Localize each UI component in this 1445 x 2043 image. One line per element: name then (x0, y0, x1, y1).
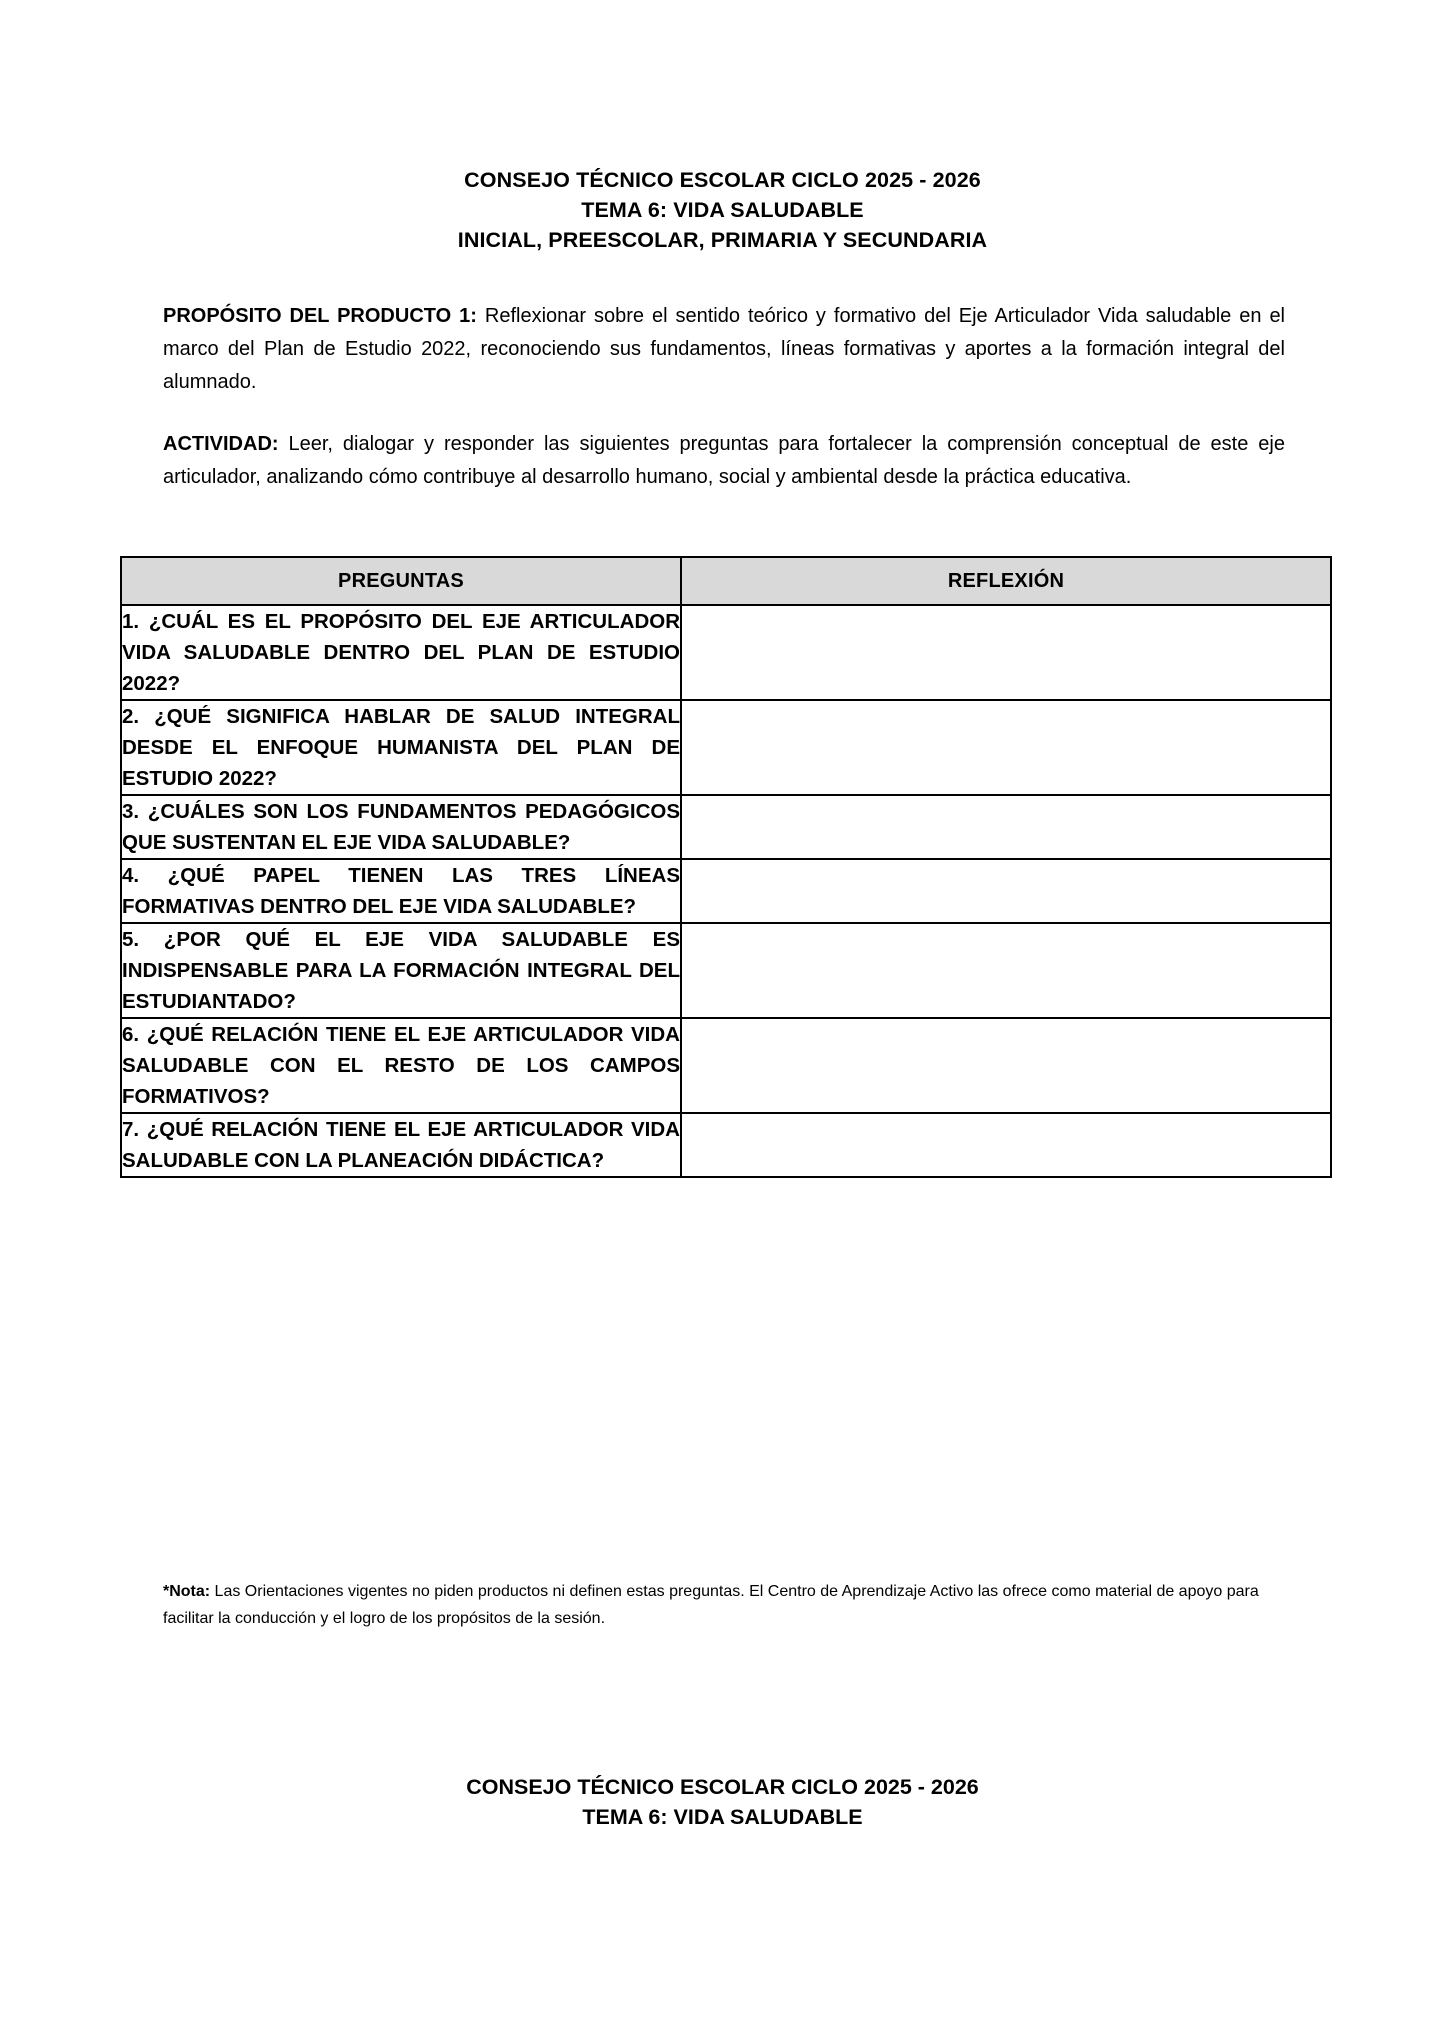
proposito-label: PROPÓSITO DEL PRODUCTO 1: (163, 305, 477, 327)
table-header-row (121, 557, 1331, 605)
table-row (121, 1018, 1331, 1113)
reflection-cell[interactable] (681, 1018, 1331, 1113)
header-line-niveles: INICIAL, PREESCOLAR, PRIMARIA Y SECUNDARIA (457, 228, 988, 252)
questions-table-wrapper (120, 556, 1330, 1178)
table-head (121, 557, 1331, 605)
footer-line-ciclo: CONSEJO TÉCNICO ESCOLAR CICLO 2025 - 2026 (466, 1775, 979, 1799)
proposito-paragraph (163, 300, 1285, 399)
question-cell: 2. ¿QUÉ SIGNIFICA HABLAR DE SALUD INTEGRAL DESDE EL ENFOQUE HUMANISTA DEL PLAN DE ESTUDIO 2022? (121, 700, 681, 795)
footnote (163, 1578, 1288, 1632)
question-cell: 5. ¿POR QUÉ EL EJE VIDA SALUDABLE ES INDISPENSABLE PARA LA FORMACIÓN INTEGRAL DEL ESTUDIANTADO? (121, 923, 681, 1018)
column-header-preguntas: PREGUNTAS (121, 557, 681, 605)
actividad-label: ACTIVIDAD: (163, 433, 279, 455)
reflection-cell[interactable] (681, 1113, 1331, 1177)
document-header (0, 165, 1445, 255)
table-row (121, 700, 1331, 795)
question-cell: 4. ¿QUÉ PAPEL TIENEN LAS TRES LÍNEAS FORMATIVAS DENTRO DEL EJE VIDA SALUDABLE? (121, 859, 681, 923)
header-line-ciclo: CONSEJO TÉCNICO ESCOLAR CICLO 2025 - 2026 (464, 168, 981, 192)
table-row (121, 923, 1331, 1018)
reflection-cell[interactable] (681, 605, 1331, 700)
table-body (121, 605, 1331, 1177)
document-footer (0, 1772, 1445, 1832)
questions-table (120, 556, 1332, 1178)
column-header-reflexion: REFLEXIÓN (681, 557, 1331, 605)
header-line-tema: TEMA 6: VIDA SALUDABLE (581, 198, 864, 222)
table-row (121, 795, 1331, 859)
footnote-text: Las Orientaciones vigentes no piden productos ni definen estas preguntas. El Centro de Aprendizaje Activo las ofrece como material de apoyo para facilitar la conducción y el logro de los propósitos de la sesión. (163, 1583, 1259, 1627)
table-row (121, 859, 1331, 923)
reflection-cell[interactable] (681, 700, 1331, 795)
footnote-label: *Nota: (163, 1583, 211, 1600)
question-cell: 7. ¿QUÉ RELACIÓN TIENE EL EJE ARTICULADOR VIDA SALUDABLE CON LA PLANEACIÓN DIDÁCTICA? (121, 1113, 681, 1177)
table-row (121, 605, 1331, 700)
proposito-text: Reflexionar sobre el sentido teórico y formativo del Eje Articulador Vida saludable en el marco del Plan de Estudio 2022, reconociendo sus fundamentos, líneas formativas y aportes a la formación integral del alumnado. (163, 305, 1286, 393)
question-cell: 3. ¿CUÁLES SON LOS FUNDAMENTOS PEDAGÓGICOS QUE SUSTENTAN EL EJE VIDA SALUDABLE? (121, 795, 681, 859)
actividad-paragraph (163, 428, 1285, 494)
question-cell: 6. ¿QUÉ RELACIÓN TIENE EL EJE ARTICULADOR VIDA SALUDABLE CON EL RESTO DE LOS CAMPOS FORMATIVOS? (121, 1018, 681, 1113)
reflection-cell[interactable] (681, 859, 1331, 923)
footer-line-tema: TEMA 6: VIDA SALUDABLE (582, 1805, 863, 1829)
reflection-cell[interactable] (681, 795, 1331, 859)
reflection-cell[interactable] (681, 923, 1331, 1018)
actividad-text: Leer, dialogar y responder las siguientes preguntas para fortalecer la comprensión conceptual de este eje articulador, analizando cómo contribuye al desarrollo humano, social y ambiental desde la práctica educativa. (163, 433, 1285, 488)
question-cell: 1. ¿CUÁL ES EL PROPÓSITO DEL EJE ARTICULADOR VIDA SALUDABLE DENTRO DEL PLAN DE ESTUDIO 2022? (121, 605, 681, 700)
table-row (121, 1113, 1331, 1177)
